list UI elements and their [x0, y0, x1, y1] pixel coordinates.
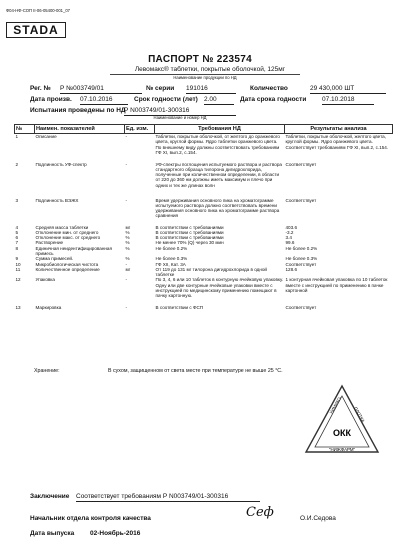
tested-value: Р N003749/01-300316 [124, 107, 236, 116]
tested-label: Испытания проведены по НД [30, 107, 126, 114]
series-value: 191016 [186, 85, 236, 94]
prod-date-label: Дата произв. [30, 96, 72, 103]
issue-date-value: 02-Ноябрь-2016 [90, 530, 141, 537]
table-row [15, 305, 393, 310]
passport-title: ПАСПОРТ № 223574 [148, 54, 252, 65]
row-result: 99.6 [285, 240, 295, 246]
row-name: Упаковка [35, 277, 55, 283]
shelf-life-label: Срок годности (лет) [134, 96, 198, 103]
row-unit: - [125, 161, 128, 167]
row-name: Описание [35, 134, 57, 139]
conclusion-text: Соответствует требованиям Р N003749/01-300316 [76, 493, 260, 502]
row-requirement: УФ-спектры поглощения испытуемого раствора и раствора стандартного образца тилорона дигидрохлорида, полученные при количественном определении, в области от 220 до 360 нм должны иметь максимум и плечо при одних и тех же длинах волн [155, 161, 282, 188]
okk-stamp [302, 380, 382, 460]
row-number: 2 [15, 161, 19, 167]
row-unit: % [125, 245, 130, 251]
row-requirement: От 119 до 131 мг тилорона дигидрохлорида в одной таблетке [155, 266, 268, 278]
table-row [15, 267, 393, 278]
product-name: Левомакс® таблетки, покрытые оболочкой, 125мг [134, 66, 286, 73]
table-header-row [15, 125, 393, 134]
row-result: -3.2 [285, 229, 294, 235]
analysis-table [14, 124, 393, 311]
row-number: 3 [15, 197, 19, 203]
stamp-top-text: ХИМИКО- [328, 395, 343, 415]
qty-value: 29 430,000 ШТ [310, 85, 386, 94]
stamp-left-text: ПЛОТКА [353, 406, 366, 424]
row-result: Соответствует [285, 305, 317, 311]
row-number: 13 [15, 305, 21, 311]
row-requirement: В соответствии с требованиями [155, 224, 224, 230]
row-unit: - [125, 197, 128, 203]
row-name: Подлинность ВЭЖХ [35, 197, 79, 203]
row-requirement: ГФ XII, Кат. 3А [155, 261, 186, 267]
qty-label: Количество [250, 85, 288, 92]
row-requirement: Таблетки, покрытые оболочкой, от желтого до оранжевого цвета, круглой формы. Ядро таблетки оранжевого цвета. По внешнему виду должны соответствовать требованиям ГФ XI, вып.2, с.154. [155, 134, 280, 155]
storage-text: В сухом, защищенном от света месте при температуре не выше 25 °С. [108, 368, 283, 374]
storage-label: Хранение: [34, 368, 60, 374]
head-name: О.И.Седова [300, 515, 336, 522]
row-number: 11 [15, 266, 21, 272]
row-requirement: Не более 0.3% [155, 256, 188, 262]
shelf-life-value: 2.00 [204, 96, 234, 105]
row-name: Сумма примесей. [35, 256, 74, 262]
series-label: № серии [146, 85, 175, 92]
head-label: Начальник отдела контроля качества [30, 515, 151, 522]
row-requirement: В соответствии с требованиями [155, 229, 224, 235]
product-name-caption: Наименование продукции по НД [173, 75, 237, 80]
col-unit-header: Ед. изм. [125, 125, 155, 134]
row-number: 5 [15, 229, 19, 235]
row-number: 9 [15, 256, 19, 262]
row-requirement: Не менее 70% (Q) через 30 мин [155, 240, 224, 246]
row-unit: - [125, 134, 128, 139]
row-number: 4 [15, 224, 19, 230]
row-unit: - [125, 261, 128, 267]
reg-value: Р №003749/01 [60, 85, 142, 94]
row-name: Подлинность УФ-спектр [35, 161, 87, 167]
row-requirement: В соответствии с ФСП [155, 305, 204, 311]
row-number: 6 [15, 235, 19, 241]
row-number: 8 [15, 245, 19, 251]
expiry-value: 07.10.2018 [322, 96, 374, 105]
row-name: Единичная неидентифицированная примесь [35, 245, 112, 256]
row-name: Отклонение макс. от среднего [35, 235, 101, 241]
row-number: 1 [15, 134, 19, 139]
row-unit: - [125, 277, 128, 283]
col-requirements-header: Требования НД [155, 125, 285, 134]
row-result: Таблетки, покрытые оболочкой, желтого цвета, круглой формы. Ядро оранжевого цвета. Соответствует требованиям ГФ XI, вып.2, с.154. [285, 134, 389, 150]
row-name: Отклонение мин. от среднего [35, 229, 99, 235]
stamp-bottom-text: "НИЖФАРМ" [328, 447, 356, 452]
reg-label: Рег. № [30, 85, 51, 92]
row-result: 128.6 [285, 266, 297, 272]
table-row [15, 198, 393, 225]
col-number-header: № [15, 125, 35, 134]
table-row [15, 246, 393, 257]
row-requirement: По 3, 4, 6 или 10 таблеток в контурную ячейковую упаковку. Одну или две контурные ячейковые упаковки вместе с инструкцией по медицинскому применению помещают в пачку картонную. [155, 277, 284, 299]
row-result: Соответствует [285, 161, 317, 167]
row-requirement: В соответствии с требованиями [155, 235, 224, 241]
col-results-header: Результаты анализа [285, 125, 393, 134]
table-row [15, 277, 393, 305]
row-unit: % [125, 229, 130, 235]
row-unit: - [125, 305, 128, 311]
doc-code: Ф04-НФ-СОП II-06-05400-001_07 [6, 8, 70, 13]
signature: Сеф [246, 505, 274, 520]
row-name: Количественное определение [35, 266, 100, 272]
row-unit: % [125, 256, 130, 262]
row-unit: % [125, 240, 130, 246]
row-unit: % [125, 235, 130, 241]
row-result: 1 контурная ячейковая упаковка по 10 таблеток вместе с инструкцией по применению в пачке картонной [285, 277, 388, 294]
issue-date-label: Дата выпуска [30, 530, 75, 537]
conclusion-label: Заключение [30, 493, 70, 500]
row-result: Не более 0.2% [285, 245, 318, 251]
tested-caption: Наименование и номер НД [153, 115, 207, 120]
row-result: 403.6 [285, 224, 297, 230]
stamp-center-text: ОКК [333, 428, 351, 438]
expiry-label: Дата срока годности [240, 96, 307, 103]
stada-logo: STADA [6, 22, 66, 38]
row-name: Маркировка [35, 305, 62, 311]
table-row [15, 134, 393, 162]
table-row [15, 162, 393, 198]
row-result: Соответствует [285, 261, 317, 267]
row-number: 12 [15, 277, 21, 283]
row-result: Соответствует [285, 197, 317, 203]
row-unit: мг [125, 266, 131, 272]
row-name: Растворение [35, 240, 64, 246]
row-requirement: Не более 0.2% [155, 245, 188, 251]
row-name: Средняя масса таблетки [35, 224, 89, 230]
row-number: 10 [15, 261, 21, 267]
col-name-header: Наимен. показателей [35, 125, 125, 134]
prod-date-value: 07.10.2016 [80, 96, 128, 105]
row-name: Микробиологическая чистота [35, 261, 99, 267]
row-result: 3.4 [285, 235, 292, 241]
row-number: 7 [15, 240, 19, 246]
row-result: Не более 0.3% [285, 256, 318, 262]
row-requirement: Время удерживания основного пика на хроматограмме испытуемого раствора должно соответствовать времени удерживания основного пика на хроматограмме раствора сравнения [155, 197, 280, 219]
row-unit: мг [125, 224, 131, 230]
